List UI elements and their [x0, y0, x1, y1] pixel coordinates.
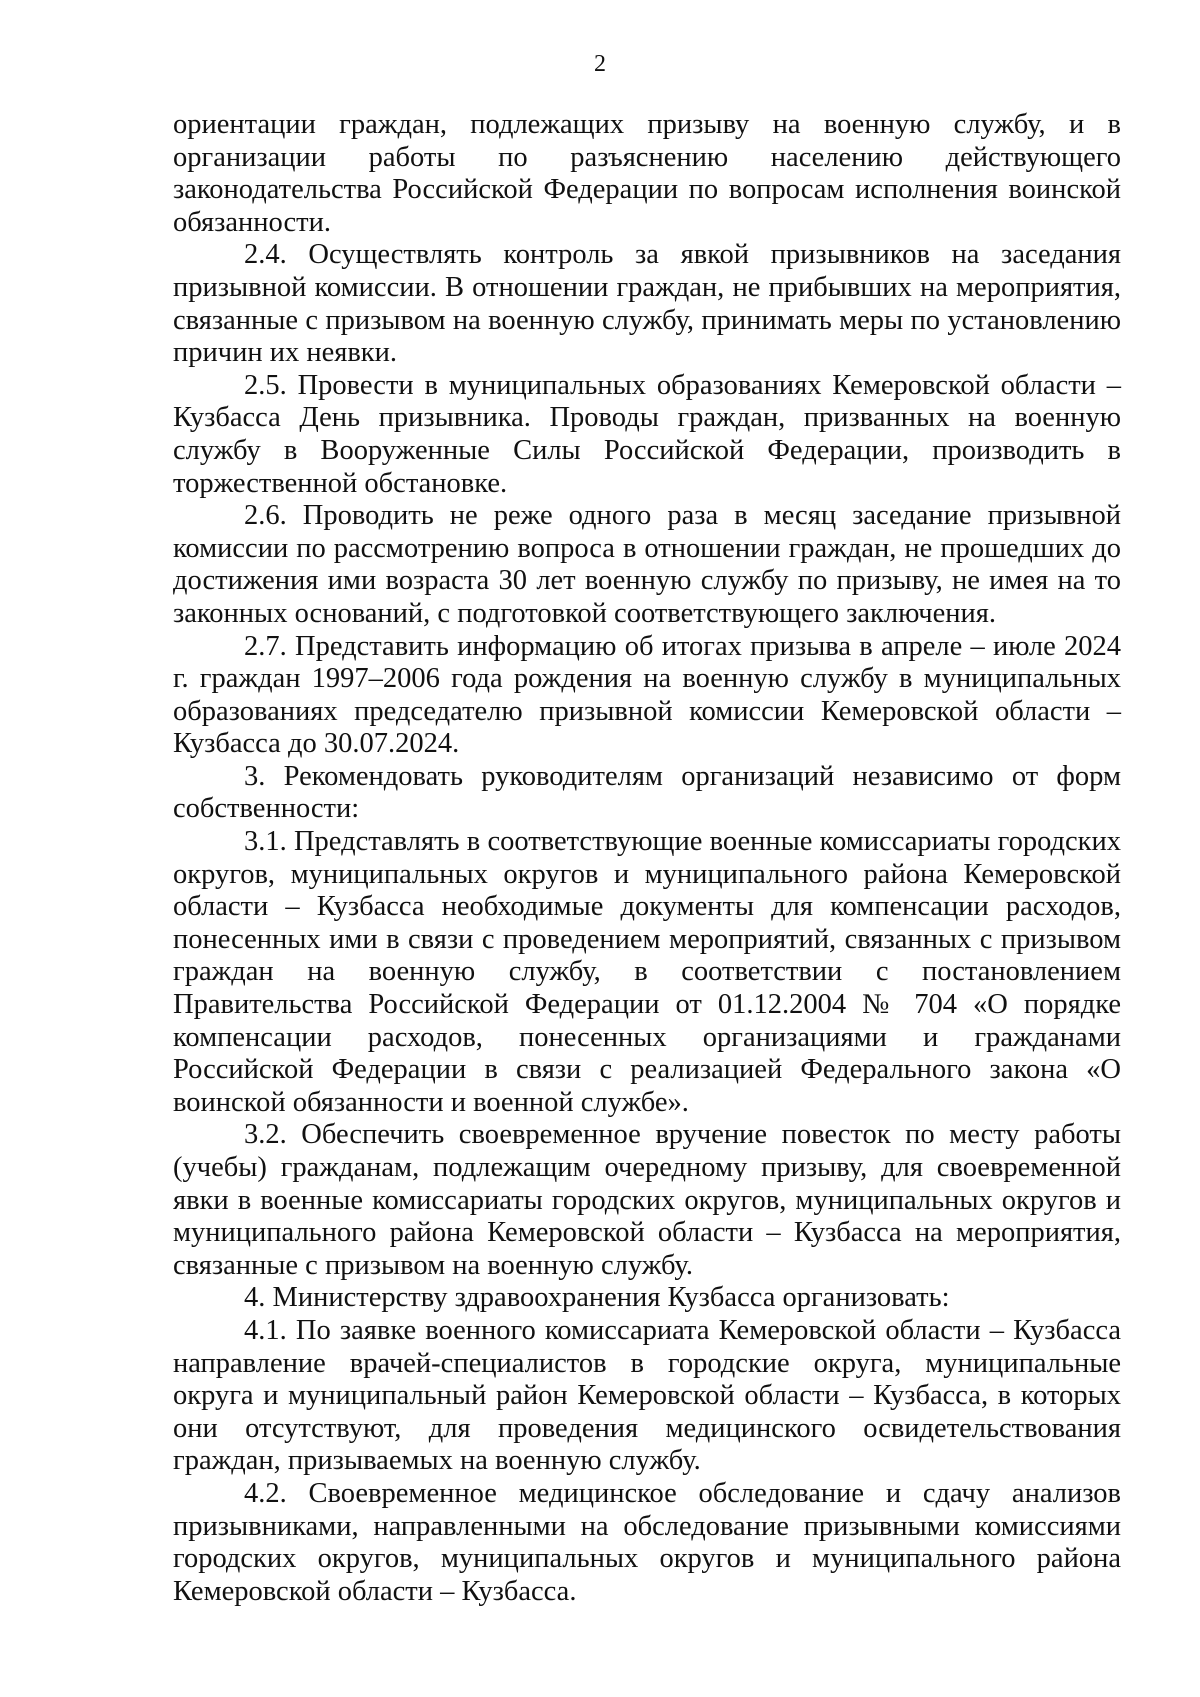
paragraph-continuation: ориентации граждан, подлежащих призыву на военную службу, и в организации работы по разъяснению населению действующего законодательства Российской Федерации по вопросам исполнения воинской обязанности. — [173, 109, 1121, 238]
paragraph-2-4: 2.4. Осуществлять контроль за явкой призывников на заседания призывной комиссии. В отношении граждан, не прибывших на мероприятия, связанные с призывом на военную службу, принимать меры по установлению причин их неявки. — [173, 239, 1121, 369]
paragraph-4: 4. Министерству здравоохранения Кузбасса организовать: — [244, 1282, 950, 1314]
paragraph-2-6: 2.6. Проводить не реже одного раза в месяц заседание призывной комиссии по рассмотрению вопроса в отношении граждан, не прошедших до достижения ими возраста 30 лет военную службу по призыву, не имея на то законных оснований, с подготовкой соответствующего заключения. — [173, 500, 1121, 629]
paragraph-3-2: 3.2. Обеспечить своевременное вручение повесток по месту работы (учебы) гражданам, подлежащим очередному призыву, для своевременной явки в военные комиссариаты городских округов, муниципальных округов и муниципального района Кемеровской области – Кузбасса на мероприятия, связанные с призывом на военную службу. — [173, 1119, 1121, 1281]
paragraph-2-5: 2.5. Провести в муниципальных образованиях Кемеровской области – Кузбасса День призывника. Проводы граждан, призванных на военную службу в Вооруженные Силы Российской Федерации, производить в торжественной обстановке. — [173, 369, 1121, 499]
page-number: 2 — [594, 51, 606, 77]
paragraph-4-1: 4.1. По заявке военного комиссариата Кемеровской области – Кузбасса направление врачей-специалистов в городские округа, муниципальные округа и муниципальный район Кемеровской области – Кузбасса, в которых они отсутствуют, для проведения медицинского освидетельствования граждан, призываемых на военную службу. — [173, 1314, 1121, 1477]
paragraph-2-7: 2.7. Представить информацию об итогах призыва в апреле – июле 2024 г. граждан 1997–2006 года рождения на военную службу в муниципальных образованиях председателю призывной комиссии Кемеровской области – Кузбасса до 30.07.2024. — [173, 630, 1121, 760]
paragraph-3-1: 3.1. Представлять в соответствующие военные комиссариаты городских округов, муниципальных округов и муниципального района Кемеровской области – Кузбасса необходимые документы для компенсации расходов, понесенных ими в связи с проведением мероприятий, связанных с призывом граждан на военную службу, в соответствии с постановлением Правительства Российской Федерации от 01.12.2004 № 704 «О порядке компенсации расходов, понесенных организациями и гражданами Российской Федерации в связи с реализацией Федерального закона «О воинской обязанности и военной службе». — [173, 826, 1121, 1118]
paragraph-3: 3. Рекомендовать руководителям организаций независимо от форм собственности: — [173, 760, 1121, 825]
paragraph-4-2: 4.2. Своевременное медицинское обследование и сдачу анализов призывниками, направленными на обследование призывными комиссиями городских округов, муниципальных округов и муниципального района Кемеровской области – Кузбасса. — [173, 1477, 1121, 1607]
document-body — [173, 109, 1121, 1608]
